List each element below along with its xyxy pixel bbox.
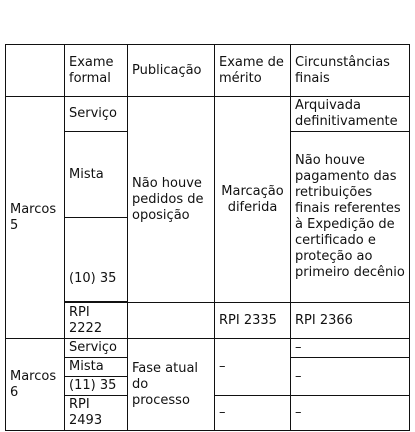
trademark-milestones-table xyxy=(5,44,410,431)
table-row xyxy=(6,97,410,132)
header-row xyxy=(6,45,410,97)
header-blank xyxy=(6,45,65,97)
m6-servico-cell: Serviço xyxy=(65,339,128,358)
header-exame-formal: Exame formal xyxy=(65,45,128,97)
m6-merit-1-cell: – xyxy=(215,339,291,396)
m6-eleven35-cell: (11) 35 xyxy=(65,377,128,396)
table-row xyxy=(6,303,410,339)
m6-final-2-cell: – xyxy=(291,358,410,396)
m5-final-no-payment-cell: Não houve pagamento das retribuições finais referentes à Expedição de certificado e proteção ao primeiro decênio xyxy=(291,132,410,303)
m5-rpi-merit-cell: RPI 2335 xyxy=(215,303,291,339)
marcos-5-label: Marcos 5 xyxy=(6,97,65,339)
m5-rpi-final-cell: RPI 2366 xyxy=(291,303,410,339)
m5-merit-cell: Marcação diferida xyxy=(215,97,291,303)
m6-publication-cell: Fase atual do processo xyxy=(128,339,215,431)
marcos-6-label: Marcos 6 xyxy=(6,339,65,431)
m5-mista-cell: Mista xyxy=(65,132,128,218)
m6-mista-cell: Mista xyxy=(65,358,128,377)
header-circunstancias-finais: Circunstâncias finais xyxy=(291,45,410,97)
m5-publication-cell: Não houve pedidos de oposição xyxy=(128,97,215,303)
header-publicacao: Publicação xyxy=(128,45,215,97)
m6-final-1-cell: – xyxy=(291,339,410,358)
header-exame-merito: Exame de mérito xyxy=(215,45,291,97)
m6-merit-2-cell: – xyxy=(215,396,291,431)
m6-rpi-formal-cell: RPI 2493 xyxy=(65,396,128,431)
m5-rpi-publication-empty xyxy=(128,303,215,339)
m5-servico-cell: Serviço xyxy=(65,97,128,132)
m5-rpi-formal-cell: RPI 2222 xyxy=(65,303,128,339)
m6-final-3-cell: – xyxy=(291,396,410,431)
m5-final-archived-cell: Arquivada definitivamente xyxy=(291,97,410,132)
table-row xyxy=(6,339,410,358)
m5-ten35-cell: (10) 35 xyxy=(65,218,128,302)
